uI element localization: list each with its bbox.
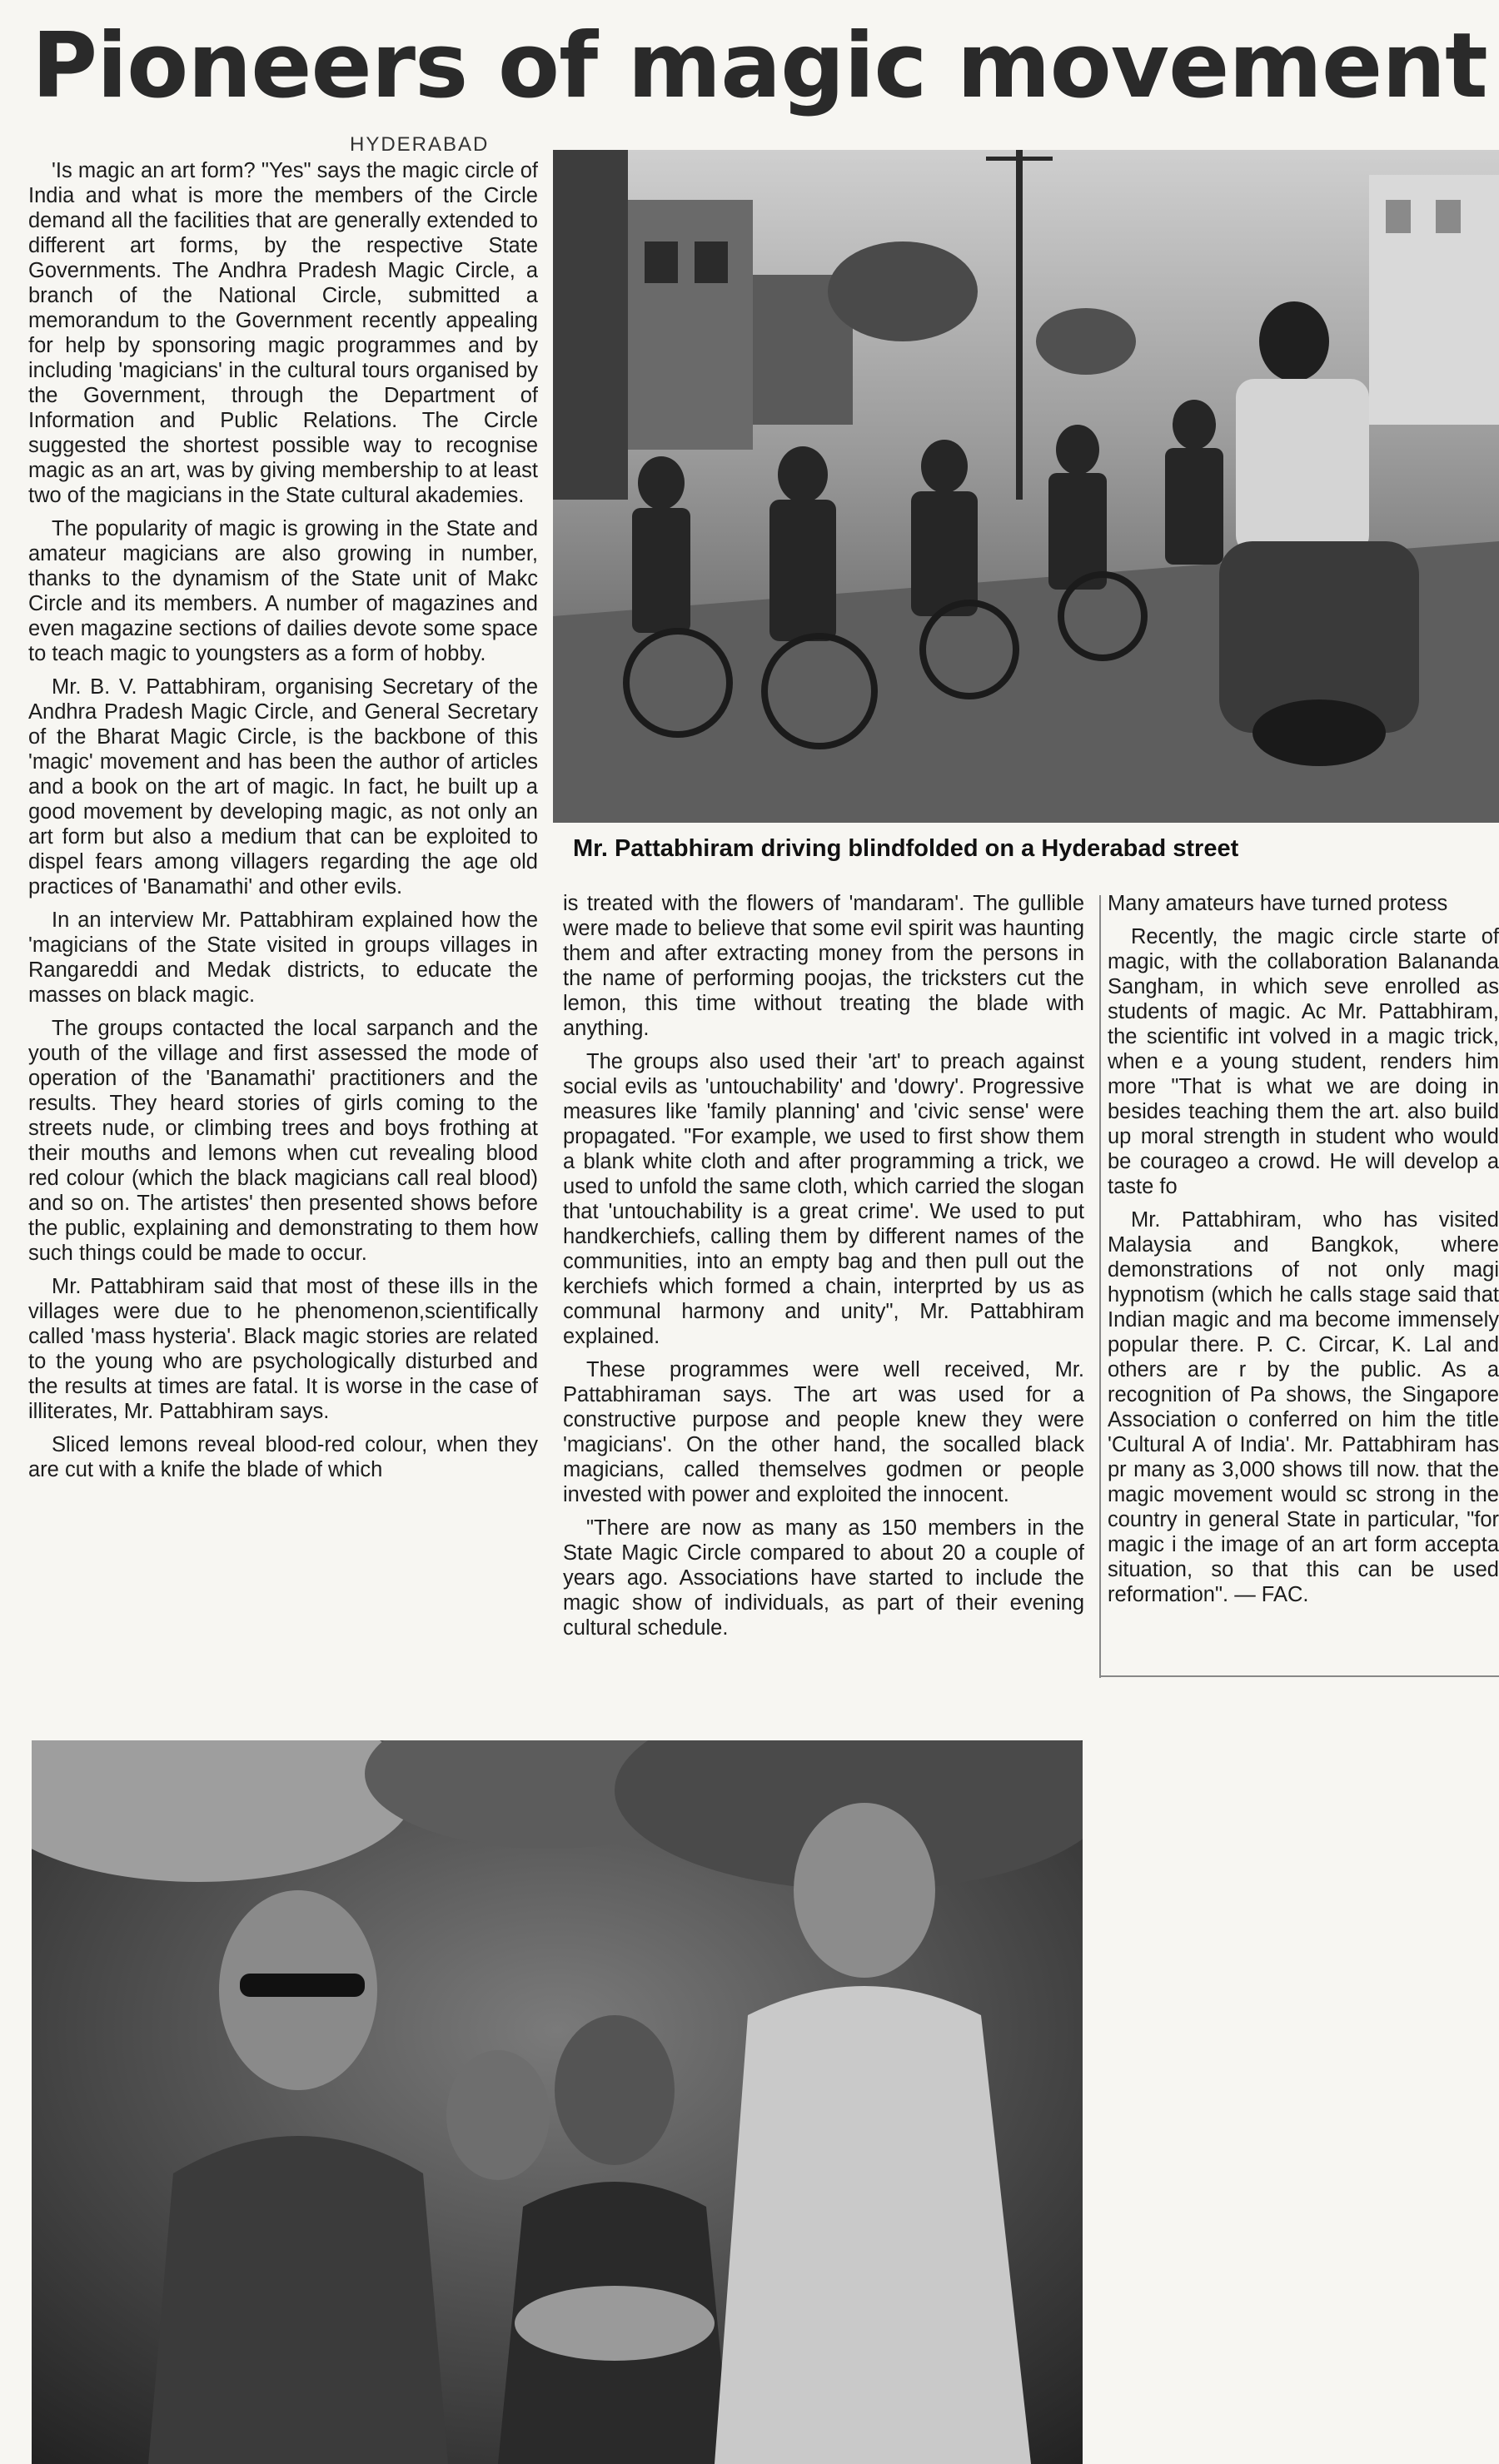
- article-column-3: [1108, 891, 1499, 1690]
- article-column-1: [28, 158, 538, 1707]
- photo-caption: Mr. Pattabhiram driving blindfolded on a Hyderabad street: [573, 835, 1239, 862]
- paragraph: In an interview Mr. Pattabhiram explained how the 'magicians of the State visited in groups villages in Rangareddi and Medak districts, to educate the masses on black magic.: [28, 908, 538, 1007]
- paragraph: The groups contacted the local sarpanch and the youth of the village and first assessed the mode of operation of the 'Banamathi' practitioners and the results. They heard stories of girls coming to the streets nude, or climbing trees and boys frothing at their mouths and lemons when cut revealing blood red colour (which the black magicians call real blood) and so on. The artistes' then presented shows before the public, explaining and demonstrating to them how such things could be made to occur.: [28, 1017, 538, 1265]
- dateline: HYDERABAD: [350, 133, 490, 156]
- headline: Pioneers of magic movement: [32, 14, 1487, 118]
- paragraph: "There are now as many as 150 members in the State Magic Circle compared to about 20 a couple of years ago. Associations have started to include the magic show of individuals, as part of their evening cultural schedule.: [563, 1516, 1084, 1640]
- paragraph: Sliced lemons reveal blood-red colour, when they are cut with a knife the blade of which: [28, 1433, 538, 1481]
- column-divider: [1099, 895, 1101, 1678]
- paragraph: Mr. Pattabhiram, who has visited Malaysia and Bangkok, where demonstrations of not only magi hypnotism (which he calls stage said that Indian magic and ma become immensely popular there. P. C. Circar, K. Lal and others are r by the public. As a recognition of Pa shows, the Singapore Association o conferred on him the title 'Cultural A of India'. Mr. Pattabhiram has pr many as 3,000 shows till now. that the magic movement would sc strong in the country in general State in particular, "for magic i the image of an art form accepta situation, so that this can be used reformation". — FAC.: [1108, 1208, 1499, 1606]
- article-column-2: [563, 891, 1084, 1711]
- group-photo: [32, 1740, 1083, 2464]
- paragraph: The popularity of magic is growing in the State and amateur magicians are also growing in number, thanks to the dynamism of the State unit of Makc Circle and its members. A number of magazines and even magazine sections of dailies devote some space to teach magic to youngsters as a form of hobby.: [28, 517, 538, 665]
- street-photo: [553, 150, 1499, 823]
- column-end-rule: [1099, 1675, 1499, 1677]
- paragraph: Mr. B. V. Pattabhiram, organising Secretary of the Andhra Pradesh Magic Circle, and General Secretary of the Bharat Magic Circle, is the backbone of this 'magic' movement and has been the author of articles and a book on the art of magic. In fact, he built up a good movement by developing magic, as not only an art form but also a medium that can be exploited to dispel fears among villagers regarding the age old practices of 'Banamathi' and other evils.: [28, 675, 538, 898]
- paragraph: 'Is magic an art form? "Yes" says the magic circle of India and what is more the members of the Circle demand all the facilities that are generally extended to different art forms, by the respective State Governments. The Andhra Pradesh Magic Circle, a branch of the National Circle, submitted a memorandum to the Government recently appealing for help by sponsoring magic programmes and by including 'magicians' in the cultural tours organised by the Government, through the Department of Information and Public Relations. The Circle suggested the shortest possible way to recognise magic as an art, was by giving membership to at least two of the magicians in the State cultural akademies.: [28, 159, 538, 507]
- paragraph: is treated with the flowers of 'mandaram'. The gullible were made to believe that some evil spirit was haunting them and after extracting money from the persons in the name of performing poojas, the tricksters cut the lemon, this time without treating the blade with anything.: [563, 892, 1084, 1040]
- paragraph: These programmes were well received, Mr. Pattabhiraman says. The art was used for a constructive purpose and people knew they were 'magicians'. On the other hand, the socalled black magicians, called themselves godmen or people invested with power and exploited the innocent.: [563, 1358, 1084, 1506]
- paragraph: Recently, the magic circle starte of magic, with the collaboration Balananda Sangham, in which seve enrolled as students of magic. Ac Mr. Pattabhiram, the scientific int volved in a magic trick, when e a young student, renders him more "That is what we are doing in besides teaching them the art. also build up moral strength in student who would be courageo a crowd. He will develop a taste fo: [1108, 925, 1499, 1198]
- paragraph: The groups also used their 'art' to preach against social evils as 'untouchability' and 'dowry'. Progressive measures like 'family planning' and 'civic sense' were propagated. "For example, we used to first show them a blank white cloth and after programming a trick, we used to unfold the same cloth, which carried the slogan that 'untouchability is a great crime'. We used to put handkerchiefs, calling them by different names of the communities, into an empty bag and then pull out the kerchiefs which formed a chain, interprted by us as communal harmony and unity", Mr. Pattabhiram explained.: [563, 1050, 1084, 1348]
- paragraph: Mr. Pattabhiram said that most of these ills in the villages were due to he phenomenon,scientifically called 'mass hysteria'. Black magic stories are related to the young who are psychologically disturbed and the results at times are fatal. It is worse in the case of illiterates, Mr. Pattabhiram says.: [28, 1275, 538, 1423]
- paragraph: Many amateurs have turned protess: [1108, 892, 1448, 915]
